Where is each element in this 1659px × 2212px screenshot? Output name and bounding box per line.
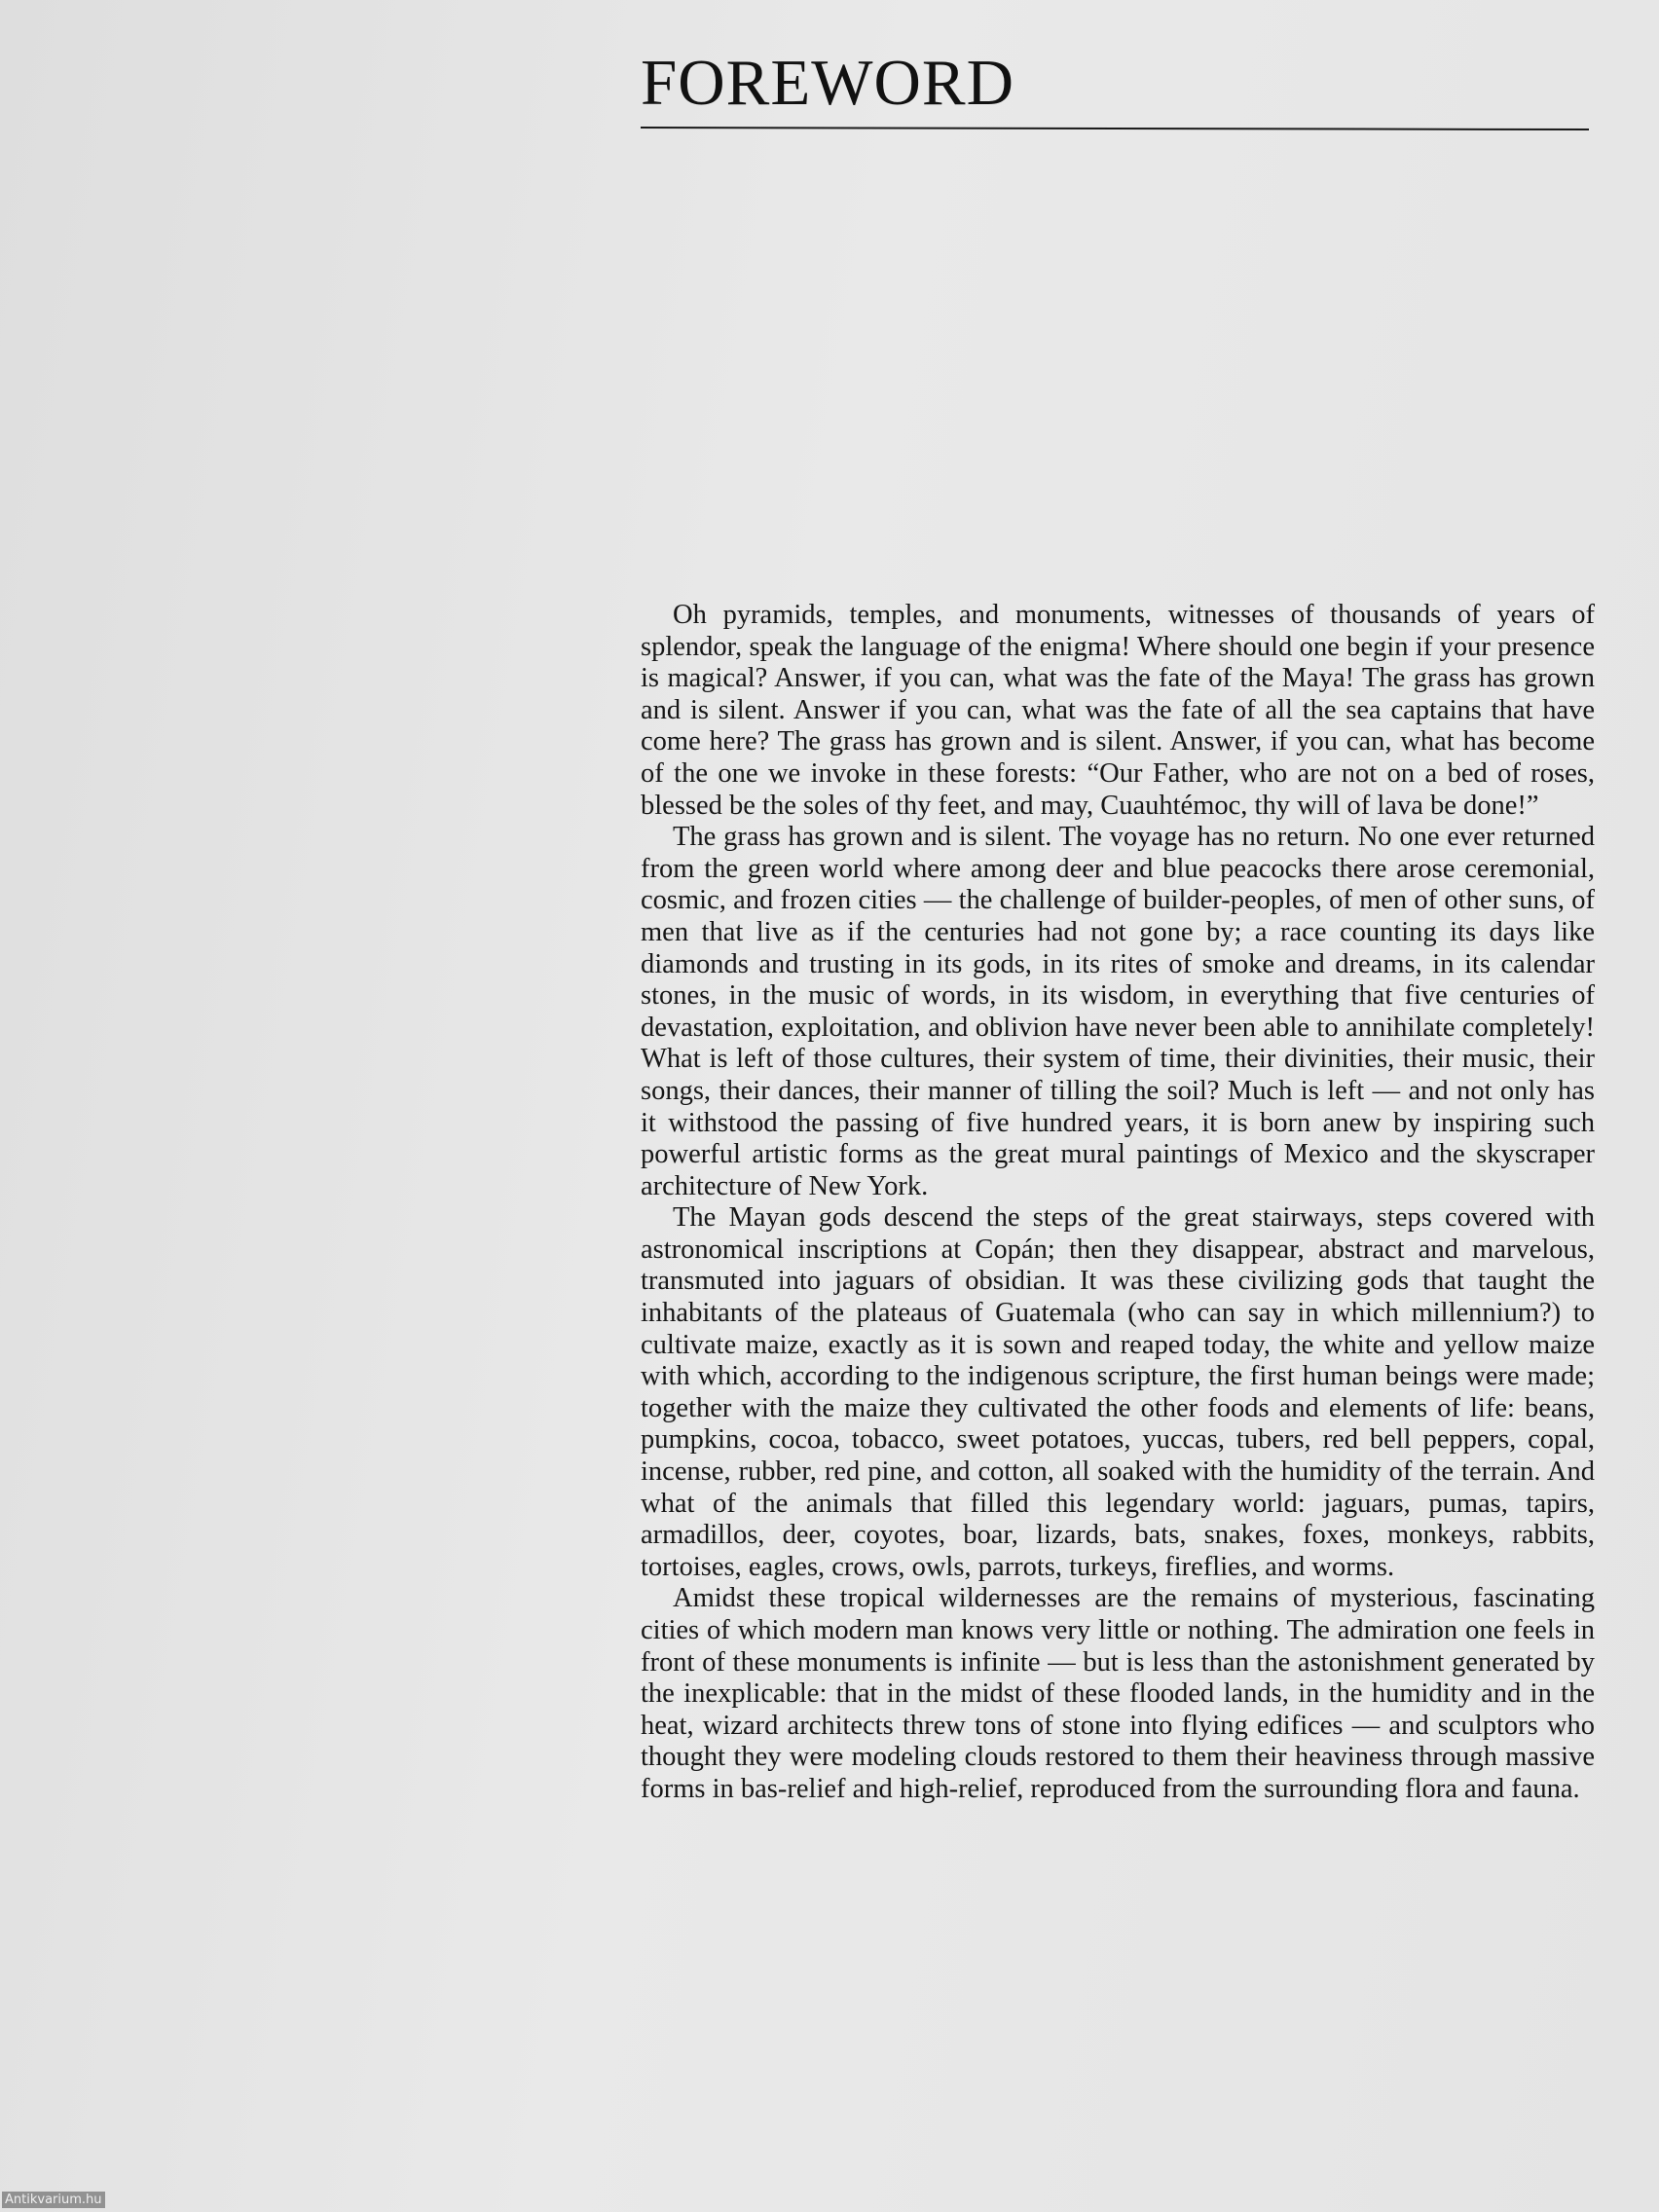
watermark: Antikvarium.hu <box>2 2192 105 2208</box>
page-title: FOREWORD <box>641 47 1014 119</box>
paragraph-4: Amidst these tropical wildernesses are the remains of mysterious, fascinating cities of which modern man knows very little or nothing. The admiration one feels in front of these monuments is infinite — but is less than the astonishment generated by the inexplicable: that in the midst of these flooded lands, in the humidity and in the heat, wizard architects threw tons of stone into flying edifices — and sculptors who thought they were modeling clouds restored to them their heaviness through massive forms in bas-relief and high-relief, reproduced from the surrounding flora and fauna. <box>641 1583 1595 1804</box>
title-rule <box>641 127 1589 130</box>
paragraph-3: The Mayan gods descend the steps of the great stairways, steps covered with astronomical inscriptions at Copán; then they disappear, abstract and marvelous, transmuted into jaguars of obsidian. It was these civilizing gods that taught the inhabitants of the plateaus of Guatemala (who can say in which millennium?) to cultivate maize, exactly as it is sown and reaped today, the white and yellow maize with which, according to the indigenous scripture, the first human beings were made; together with the maize they cultivated the other foods and elements of life: beans, pumpkins, cocoa, tobacco, sweet potatoes, yuccas, tubers, red bell peppers, copal, incense, rubber, red pine, and cotton, all soaked with the humidity of the terrain. And what of the animals that filled this legendary world: jaguars, pumas, tapirs, armadillos, deer, coyotes, boar, lizards, bats, snakes, foxes, monkeys, rabbits, tortoises, eagles, crows, owls, parrots, turkeys, fireflies, and worms. <box>641 1202 1595 1582</box>
foreword-body <box>641 600 1595 1806</box>
paragraph-1: Oh pyramids, temples, and monuments, witnesses of thousands of years of splendor, speak the language of the enigma! Where should one begin if your presence is magical? Answer, if you can, what was the fate of the Maya! The grass has grown and is silent. Answer if you can, what was the fate of all the sea captains that have come here? The grass has grown and is silent. Answer, if you can, what has become of the one we invoke in these forests: “Our Father, who are not on a bed of roses, blessed be the soles of thy feet, and may, Cuauhtémoc, thy will of lava be done!” <box>641 600 1595 821</box>
paragraph-2: The grass has grown and is silent. The voyage has no return. No one ever returned from the green world where among deer and blue peacocks there arose ceremonial, cosmic, and frozen cities — the challenge of builder-peoples, of men of other suns, of men that live as if the centuries had not gone by; a race counting its days like diamonds and trusting in its gods, in its rites of smoke and dreams, in its calendar stones, in the music of words, in its wisdom, in everything that five centuries of devastation, exploitation, and oblivion have never been able to annihilate completely! What is left of those cultures, their system of time, their divinities, their music, their songs, their dances, their manner of tilling the soil? Much is left — and not only has it withstood the passing of five hundred years, it is born anew by inspiring such powerful artistic forms as the great mural paintings of Mexico and the skyscraper architecture of New York. <box>641 822 1595 1201</box>
